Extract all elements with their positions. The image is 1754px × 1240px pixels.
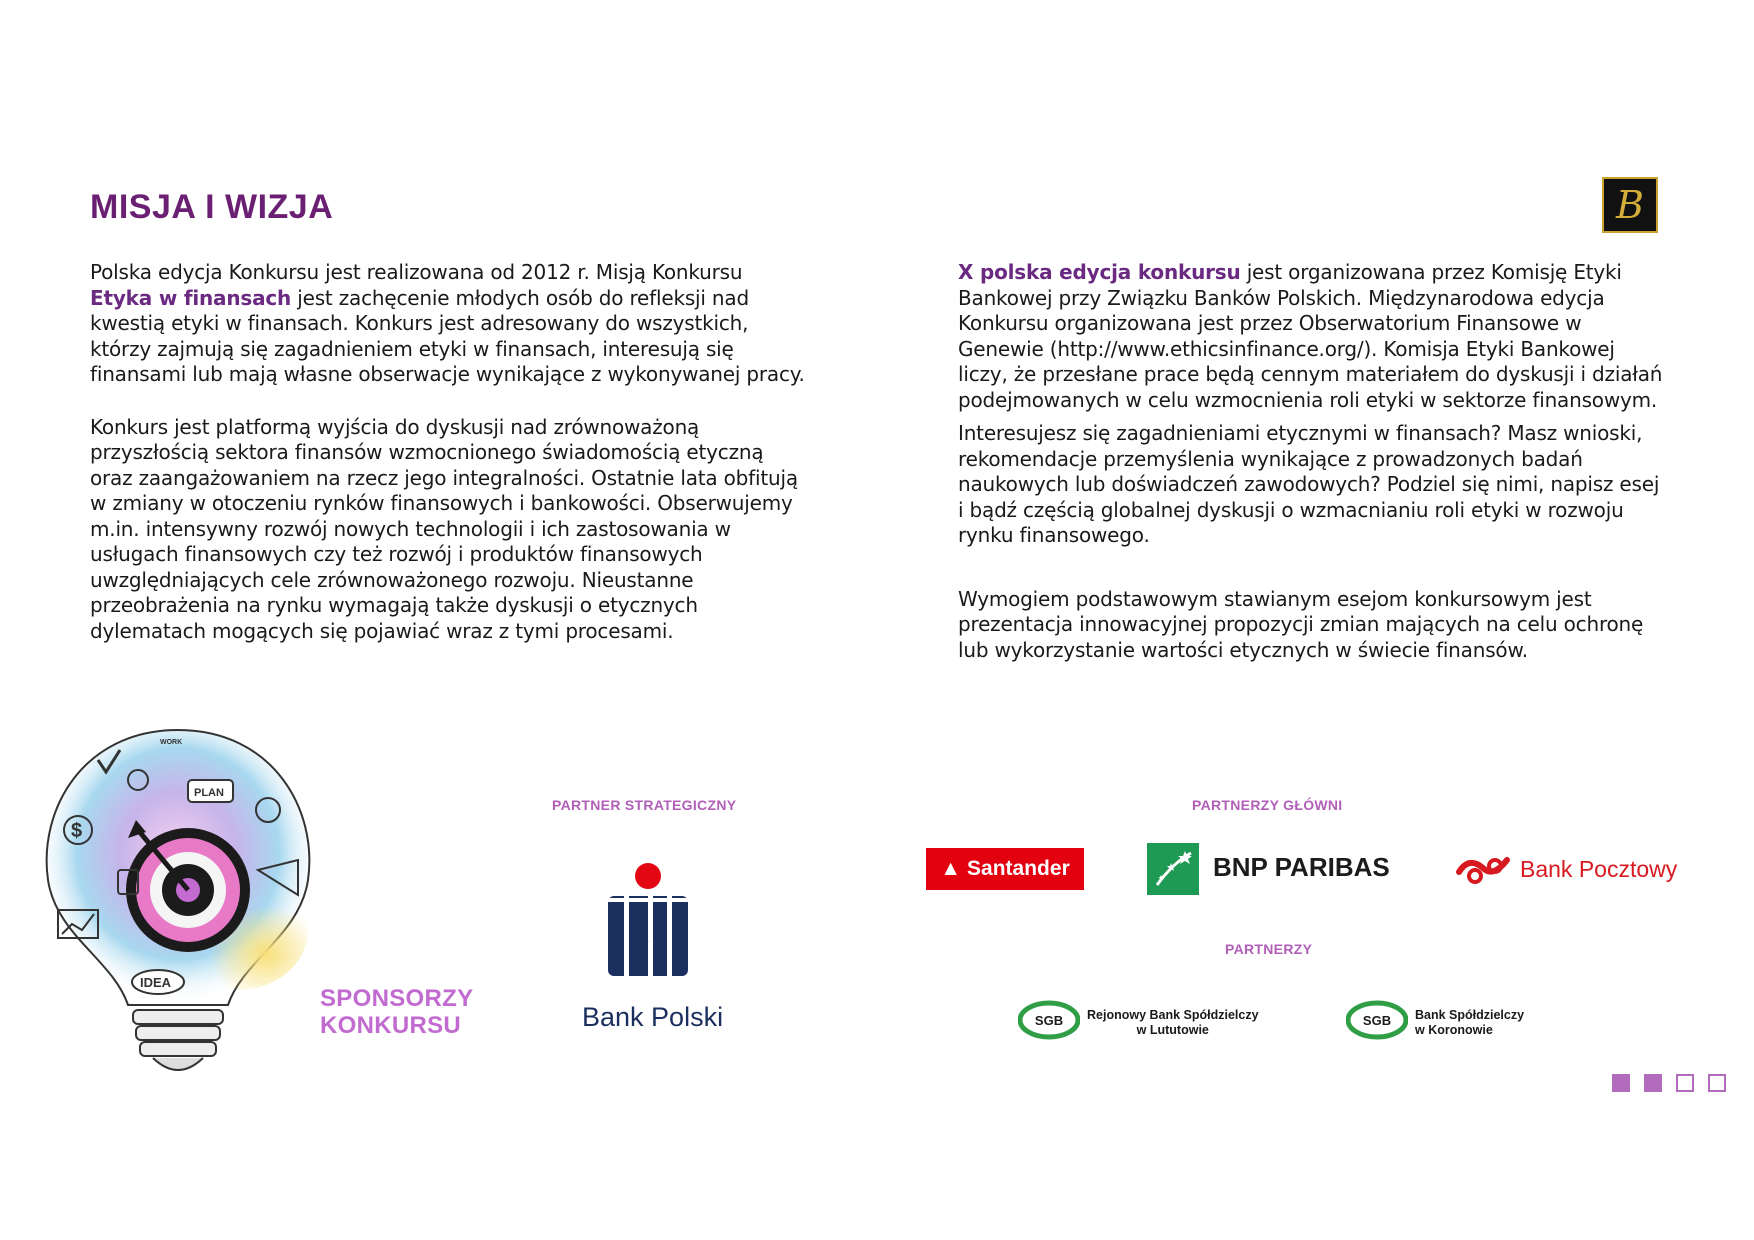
sgb-lututow-line2: w Lututowie xyxy=(1136,1023,1209,1037)
left-paragraph-2: Konkurs jest platformą wyjścia do dyskusji nad zrównoważoną przyszłością sektora finansów wzmocnionego świadomością etyczną oraz zaangażowaniem na rzecz jego integralności. Ostatnie lata obfitują w zmiany w otoczeniu rynków finansowych i bankowości. Obserwujemy m.in. intensywny rozwój nowych technologii i ich zastosowania w usługach finansowych czy też rozwój i produktów finansowych uwzględniających cele zrównoważonego rozwoju. Nieustanne przeobrażenia na rynku wymagają także dyskusji o etycznych dylematach mogących się pojawiać wraz z tymi procesami. xyxy=(90,414,798,643)
bank-pocztowy-icon xyxy=(1455,850,1515,886)
right-text-column xyxy=(958,260,1668,663)
svg-text:PKO: PKO xyxy=(646,942,650,943)
page-square-3 xyxy=(1676,1074,1694,1092)
sgb-koronowo-line1: Bank Spółdzielczy xyxy=(1415,1008,1525,1022)
svg-text:SGB: SGB xyxy=(1034,1013,1064,1028)
right-paragraph-1 xyxy=(958,260,1668,413)
highlight-etyka-w-finansach: Etyka w finansach xyxy=(90,285,292,310)
highlight-x-edycja: X polska edycja konkursu xyxy=(958,260,1241,284)
page-indicator xyxy=(1612,1074,1726,1092)
flame-icon: ▲ xyxy=(940,857,962,880)
sgb-koronowo-line2: w Koronowie xyxy=(1415,1023,1493,1037)
sgb-koronowo-name xyxy=(1415,1008,1524,1038)
sponsors-heading xyxy=(320,985,473,1039)
page-title: MISJA I WIZJA xyxy=(90,188,334,226)
pko-bank-polski-text: Bank Polski xyxy=(582,1002,724,1032)
p1-text-start: Polska edycja Konkursu jest realizowana od 2012 r. Misją Konkursu xyxy=(90,260,743,284)
sponsors-heading-line1: SPONSORZY xyxy=(320,985,474,1012)
right-paragraph-2: Interesujesz się zagadnieniami etycznymi w finansach? Masz wnioski, rekomendacje przemyślenia wynikające z prowadzonych badań naukowych lub doświadczeń zawodowych? Podziel się nimi, napisz esej i bądź częścią globalnej dyskusji o wzmacnianiu roli etyki w rozwoju rynku finansowego. xyxy=(958,421,1660,547)
page-square-4 xyxy=(1708,1074,1726,1092)
page-square-2 xyxy=(1644,1074,1662,1092)
right-paragraph-3: Wymogiem podstawowym stawianym esejom konkursowym jest prezentacja innowacyjnej propozycji zmian mających na celu ochronę lub wykorzystanie wartości etycznych w świecie finansów. xyxy=(958,586,1644,662)
zbp-logo-letter: B xyxy=(1616,183,1644,227)
bank-pocztowy-name: Bank Pocztowy xyxy=(1520,856,1678,882)
bnp-star-icon xyxy=(1147,843,1199,895)
strategic-partner-label: PARTNER STRATEGICZNY xyxy=(552,797,737,813)
zbp-logo xyxy=(1602,177,1658,233)
svg-text:IDEA: IDEA xyxy=(140,975,172,990)
main-partners-label: PARTNERZY GŁÓWNI xyxy=(1192,797,1343,813)
sgb-badge-icon xyxy=(1018,1000,1080,1040)
sgb-lututow-line1: Rejonowy Bank Spółdzielczy xyxy=(1087,1008,1259,1022)
left-paragraph-1 xyxy=(90,260,810,388)
svg-text:$: $ xyxy=(71,820,83,842)
santander-name: Santander xyxy=(967,857,1070,880)
lightbulb-illustration xyxy=(28,720,328,1100)
svg-text:PLAN: PLAN xyxy=(194,787,224,799)
sgb-badge-icon xyxy=(1346,1000,1408,1040)
page-square-1 xyxy=(1612,1074,1630,1092)
left-text-column xyxy=(90,260,810,644)
bnp-paribas-name: BNP PARIBAS xyxy=(1213,852,1390,882)
partners-label: PARTNERZY xyxy=(1225,941,1313,957)
pko-logo xyxy=(604,862,692,980)
santander-logo xyxy=(926,848,1084,890)
sponsors-heading-line2: KONKURSU xyxy=(320,1012,462,1039)
sgb-lututow-name xyxy=(1087,1008,1259,1038)
svg-text:WORK: WORK xyxy=(160,739,183,746)
svg-text:SGB: SGB xyxy=(1362,1013,1392,1028)
rp1-text: jest organizowana przez Komisję Etyki Bankowej przy Związku Banków Polskich. Międzynarodowa edycja Konkursu organizowana jest przez Obserwatorium Finansowe w Genewie (http://www.ethicsinfinance.org/). Komisja Etyki Bankowej liczy, że przesłane prace będą cennym materiałem do dyskusji i działań podejmowanych w celu wzmocnienia roli etyki w sektorze finansowym. xyxy=(958,260,1663,412)
p1-text-end: jest zachęcenie młodych osób do refleksji nad kwestią etyki w finansach. Konkurs jest adresowany do wszystkich, którzy zajmują się zagadnieniem etyki w finansach, interesują się finansami lub mają własne obserwacje wynikające z wykonywanej pracy. xyxy=(90,285,805,386)
